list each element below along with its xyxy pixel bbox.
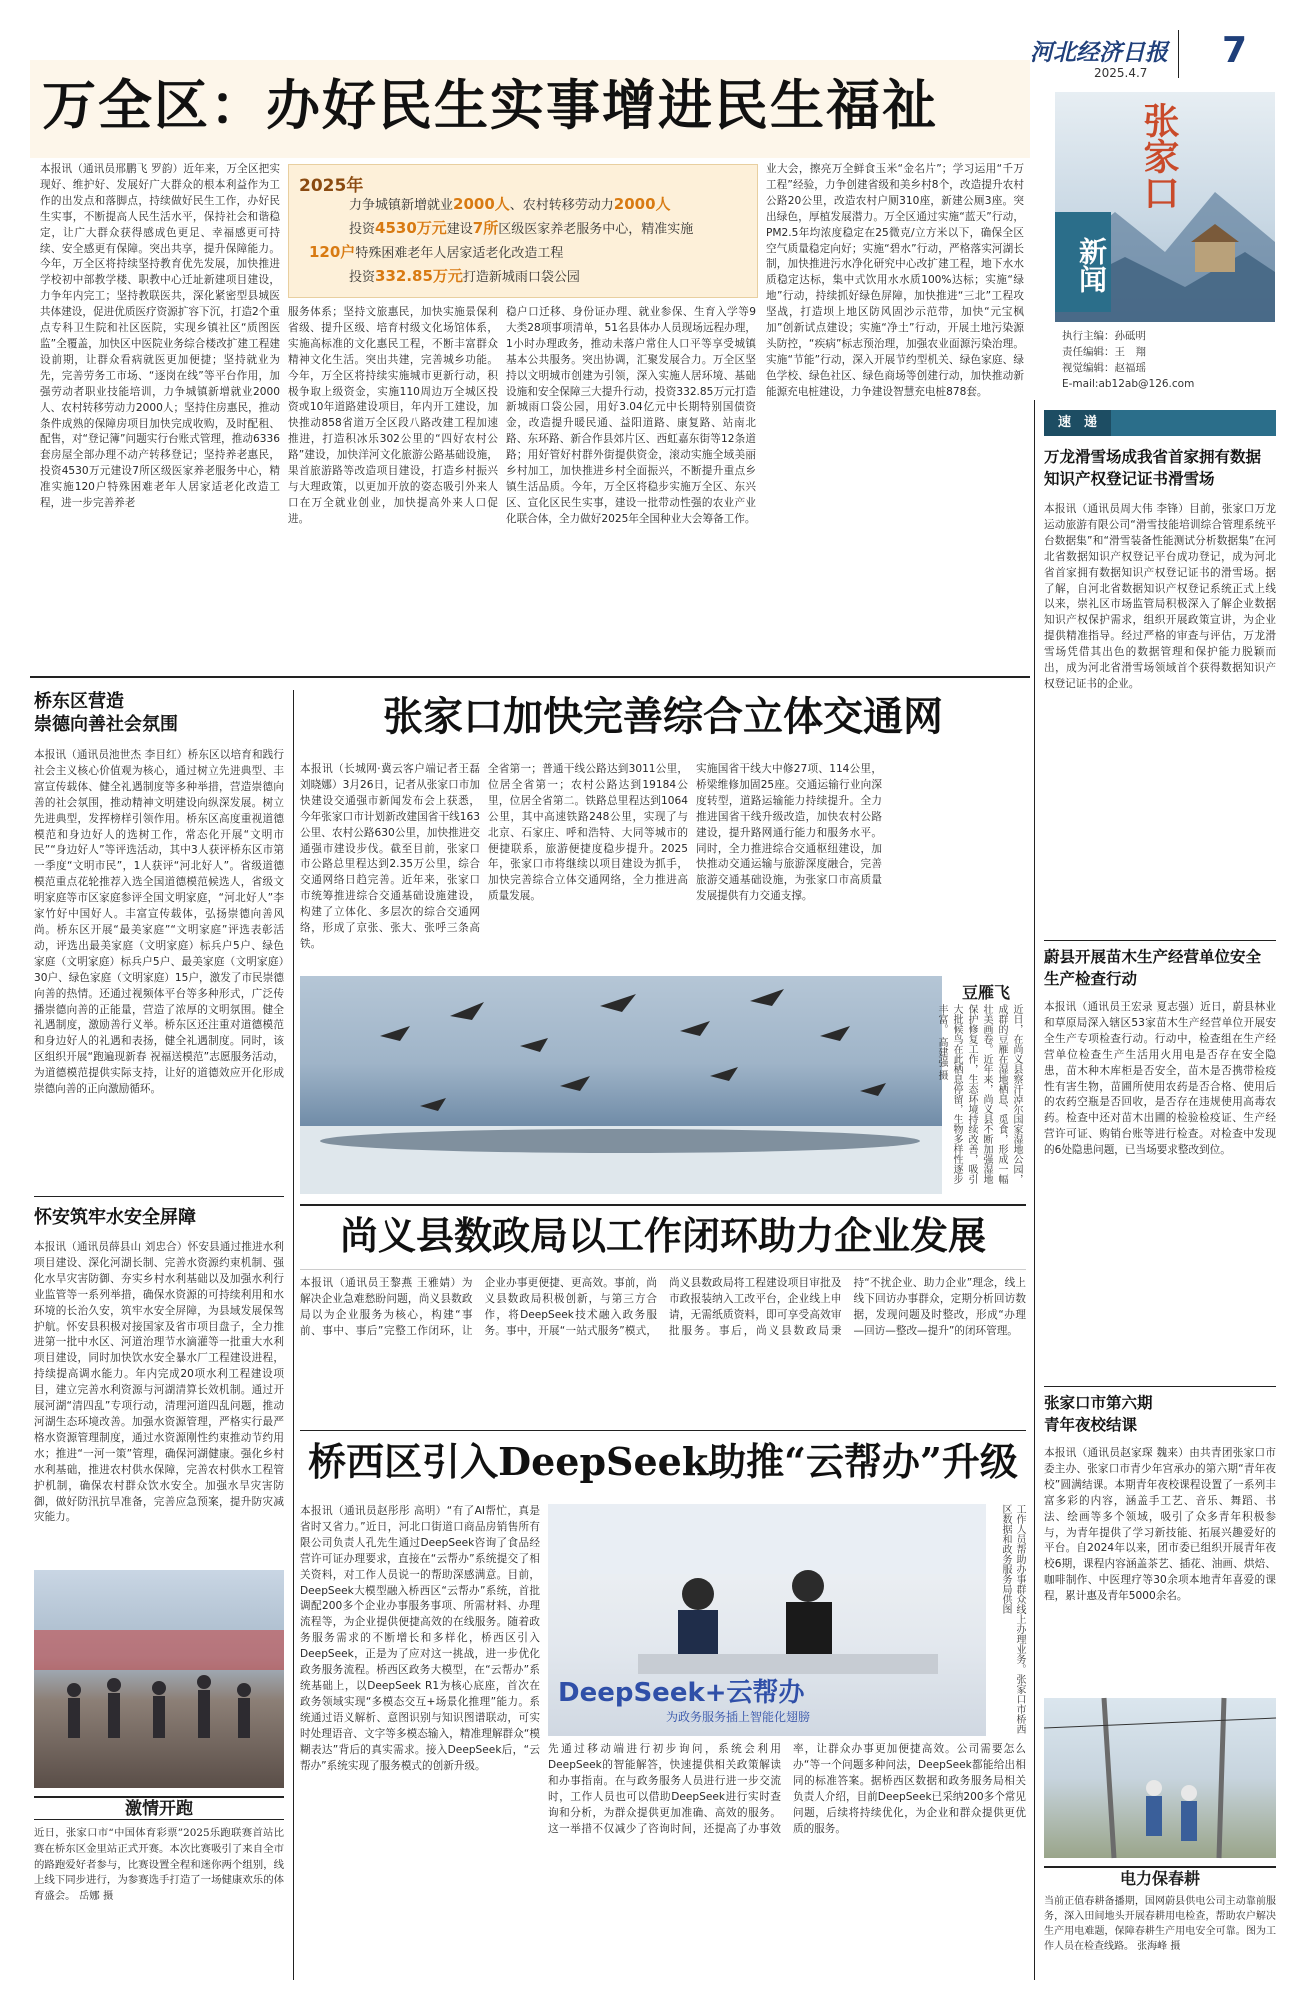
paper-name: 河北经济日报 bbox=[1030, 39, 1168, 66]
runners-graphic bbox=[34, 1570, 284, 1788]
brief-headline: 张家口市第六期 青年夜校结课 bbox=[1044, 1394, 1153, 1434]
geese-photo bbox=[300, 976, 942, 1194]
brief-body: 本报讯（通讯员周大伟 李锋）目前，张家口万龙运动旅游有限公司“滑雪技能培训综合管理系统平台数据集”和“滑雪装备性能测试分析数据集”在河北省数据知识产权登记平台成功登记，成为河北省首家拥有数据知识产权登记证书的滑雪场。据了解，自河北省数据知识产权登记系统正式上线以来，崇礼区市场监管局积极深入了解企业数据知识产权保护需求，组织开展政策宣讲，为企业提供精准指导。经过严格的审查与评估，万龙滑雪场凭借其出色的数据管理和保护能力脱颖而出，成为河北省滑雪场领域首个获得数据知识产权登记证书的企业。 bbox=[1044, 503, 1276, 690]
stat-line: 投资332.85万元打造新城雨口袋公园 bbox=[349, 267, 580, 285]
transport-col3: 实施国省干线大中修27项、114公里，桥梁维修加固25座。交通运输行业向深度转型，道路运输能力持续提升。全力推进国省干线升级改造，加快农村公路建设，提升路网通行能力和服务水平。同时，全力推进综合交通枢纽建设，加快推动交通运输与旅游深度融合，完善旅游交通基础设施，为张家口市高质量发展提供有力交通支撑。 bbox=[696, 763, 882, 903]
express-label: 速 递 bbox=[1044, 410, 1111, 436]
photo-caption-title: 激情开跑 bbox=[34, 1796, 284, 1820]
editor-line: 视觉编辑：赵福瑶 bbox=[1062, 362, 1146, 374]
photo-feature-title: 豆雁飞 bbox=[961, 983, 1010, 1002]
lead-body-col1: 本报讯（通讯员邢鹏飞 罗韵）近年来，万全区把实现好、维护好、发展好广大群众的根本利益作为工作的出发点和落脚点，持续做好民生工作，办好民生实事，不断提高人民生活水平，保持社会和谐稳定，让广大群众获得感成色更足、幸福感更可持续、安全感更有保障。突出共享，提升保障能力。今年，万全区将持续坚持教育优先发展，加快推进学校初中部教学楼、职教中心迁址新建项目建设，力争年内完工；坚持教联医共，深化紧密型县城医共体建设，促进优质医疗资源扩容下沉，打造2个重点专科卫生院和社区医院，实现乡镇社区“质图医监”全覆盖，加快区中医院业务综合楼改扩建工程建设前期，让群众看病就医更加便捷；坚持就业为先，完善劳务工市场、“逐岗在线”等平台作用，加强劳动者职业技能培训，力争城镇新增就业2000人、农村转移劳动力2000人；坚持住房惠民，推动条件成熟的保障房项目加快完成收购，及时配租、配售，对“登记簿”问题实行台账式管理，推动6336套房屋全部办理不动产转移登记；坚持养老惠民，投资4530万元建设7所区级医家养老服务中心，精准实施120户特殊困难老年人居家适老化改造工程，进一步完善养老 bbox=[40, 163, 280, 510]
transport-headline: 张家口加快完善综合立体交通网 bbox=[383, 693, 943, 740]
story-headline: 桥东区营造 崇德向善社会氛围 bbox=[34, 691, 178, 735]
story-body: 本报讯（通讯员池世杰 李目红）桥东区以培育和践行社会主义核心价值观为核心，通过树立先进典型、丰富宣传载体、健全礼遇制度等多种举措，营造崇德向善的社会氛围，推动精神文明建设向纵深发展。树立先进典型，发挥榜样引领作用。桥东区高度重视道德模范和身边好人的选树工作，常态化开展“文明市民”“身边好人”等评选活动，其中3人获评桥东区市第一季度“文明市民”，1人获评“河北好人”。省级道德模范重点花轮推荐入选全国道德模范候选人，省级文明家庭等市区家庭参评全国文明家庭，“河北好人”李家竹好中国好人。丰富宣传载体，弘扬崇德向善风尚。桥东区开展“最美家庭”“文明家庭”评选表彰活动，评选出最美家庭（文明家庭）标兵户5户、绿色家庭（文明家庭）标兵户5户、最美家庭（文明家庭）30户、绿色家庭（文明家庭）15户，激发了市民崇德向善的热情。还通过视频体平台等多种形式，广泛传播崇德向善的正能量，营造了浓厚的文明氛围。健全礼遇制度，激励善行义举。桥东区还注重对道德模范和身边好人的礼遇和表扬，健全礼遇制度。同时，该区组织开展“跑遍现新春 祝福送模范”志愿服务活动，为道德模范提供实际支持，让好的道德效应开化形成崇德向善的正向激励循环。 bbox=[34, 749, 284, 1096]
shangyi-body: 本报讯（通讯员王黎燕 王雅婧）为解决企业急难愁盼问题，尚义县数政局以为企业服务为核心，构建“事前、事中、事后”完整工作闭环，让企业办事更便捷、更高效。事前，尚义县数政局积极创新，与第三方合作，将DeepSeek技术融入政务服务。事中，开展“一站式服务”模式，尚义县数政局将工程建设项目审批及市政报装纳入工改平台，企业线上申请，无需纸质资料，即可享受高效审批服务。事后，尚义县数政局秉持“不扰企业、助力企业”理念，线上线下回访办事群众，定期分析回访数据，发现问题及时整改，形成“办理—回访—整改—提升”的闭环管理。 bbox=[300, 1277, 1026, 1337]
page-number: 7 bbox=[1222, 30, 1248, 71]
photo-caption-text: 近日，张家口市“中国体育彩票”2025乐跑联赛首站比赛在桥东区金里站正式开赛。本次比赛吸引了来自全市的路跑爱好者参与，比赛设置全程和迷你两个组别，线上线下同步进行，为参赛选手打造了一场健康欢乐的体育盛会。 岳娜 摄 bbox=[34, 1827, 284, 1903]
transport-col1: 本报讯（长城网·冀云客户端记者王磊 刘晓娜）3月26日，记者从张家口市加快建设交通强市新闻发布会上获悉，今年张家口市计划新改建国省干线163公里、农村公路630公里，加快推进交通强市建设步伐。截至目前，张家口市公路总里程达到2.35万公里，综合交通网络日趋完善。近年来，张家口市统筹推进综合交通基础设施建设，构建了立体化、多层次的综合交通网络，形成了京张、张大、张呼三条高铁。 bbox=[300, 763, 480, 950]
editor-line: 责任编辑：王 翔 bbox=[1062, 346, 1146, 358]
section-divider bbox=[300, 1430, 1026, 1431]
section-subtitle: 新闻 bbox=[1055, 212, 1111, 312]
editor-credits bbox=[1062, 328, 1277, 400]
editor-email: E-mail:ab12ab@126.com bbox=[1062, 378, 1195, 390]
stat-line: 120户特殊困难老年人居家适老化改造工程 bbox=[309, 243, 564, 261]
section-divider bbox=[30, 676, 1030, 678]
running-photo bbox=[34, 1570, 284, 1788]
story-headline: 怀安筑牢水安全屏障 bbox=[34, 1207, 196, 1228]
column-divider bbox=[1044, 1386, 1276, 1387]
power-photo-title: 电力保春耕 bbox=[1044, 1866, 1276, 1890]
deepseek-photo-caption: 工作人员帮助办事群众线上办理业务。张家口市桥西区数据和政务服务局供图 bbox=[1000, 1504, 1025, 1734]
express-tag bbox=[1044, 410, 1276, 436]
column-divider bbox=[34, 1196, 284, 1197]
qiaoxi-headline: 桥西区引入DeepSeek助推“云帮办”升级 bbox=[308, 1439, 1018, 1484]
deepseek-photo bbox=[548, 1504, 986, 1736]
brief-headline: 万龙滑雪场成我省首家拥有数据知识产权登记证书滑雪场 bbox=[1044, 448, 1262, 488]
story-body: 本报讯（通讯员薛县山 刘忠合）怀安县通过推进水利项目建设、深化河湖长制、完善水资源约束机制、强化水旱灾害防御、夯实乡村水利基础以及加强水利行业监管等一系列举措，确保水资源的可持续利用和水环境的长治久安，筑牢水安全屏障，为县域发展保驾护航。怀安县积极对接国家及省市项目盘子，全力推进第一批中水区、河道治理节水滴灌等一批重大水利项目建设，同时加快饮水安全暴水厂工程建设进程，持续提高调水能力。年内完成20项水利工程建设项目，建立完善水利资源与河湖清算长效机制。通过开展河湖“清四乱”专项行动，清理河道四乱问题，推动河湖生态环境改善。加强水资源管理，严格实行最严格水资源管理制度，通过水资源刚性约束推动节约用水；推进“一河一策”管理，确保河湖健康。强化乡村水利基础，推进农村供水保障，完善农村供水工程管护机制，确保农村群众饮水安全。加强水旱灾害防御，做好防汛抗旱准备，完善应急预案，提升防灾减灾能力。 bbox=[34, 1241, 284, 1524]
lead-stats-box bbox=[288, 164, 758, 298]
editor-line: 执行主编：孙砥明 bbox=[1062, 330, 1146, 342]
brief-body: 本报讯（通讯员赵家琛 魏来）由共青团张家口市委主办、张家口市青少年宫承办的第六期“青年夜校”圆满结课。本期青年夜校课程设置了一系列丰富多彩的内容，涵盖手工艺、音乐、舞蹈、书法、绘画等多个领域，吸引了众多青年积极参与，为青年提供了学习新技能、拓展兴趣爱好的平台。自2024年以来，团市委已组织开展青年夜校6期，课程内容涵盖茶艺、插花、油画、烘焙、咖啡制作、中医理疗等30余项本地青年喜爱的课程，累计惠及青年5000余名。 bbox=[1044, 1447, 1276, 1603]
deepseek-label: DeepSeek+云帮办 bbox=[558, 1678, 805, 1708]
photo-feature-panel bbox=[936, 976, 1026, 1194]
section-banner bbox=[1055, 92, 1275, 322]
stat-line: 投资4530万元建设7所区级医家养老服务中心，精准实施 bbox=[349, 219, 694, 237]
qiaoxi-body-cont: 先通过移动端进行初步询问，系统会利用DeepSeek的智能解答，快速提供相关政策解读和办事指南。在与政务服务人员进行进一步交流时，工作人员也可以借助DeepSeek进行实时查询和分析，为群众提供更加准确、高效的服务。这一举措不仅减少了咨询时间，还提高了办事效率，让群众办事更加便捷高效。公司需要怎么办“等一个问题多种问法，DeepSeek都能给出相同的标准答案。据桥西区数据和政务服务局相关负责人介绍，目前DeepSeek已采纳200多个常见问题，后续将持续优化，为企业和群众提供更优质的服务。 bbox=[548, 1743, 1026, 1835]
transport-col4 bbox=[890, 762, 1026, 972]
brief-body: 本报讯（通讯员王宏录 夏志强）近日，蔚县林业和草原局深入辖区53家苗木生产经营单位开展安全生产专项检查行动。行动中，检查组在生产经营单位检查生产生活用火用电是否存在安全隐患，苗木种木库柜是否安全，苗木是否携带检疫性有害生物，苗圃所使用农药是否合格、使用后的农药空瓶是否回收，是否存在违规使用高毒农药。检查中还对苗木出圃的检验检疫证、生产经营许可证、购销台账等进行检查。对检查中发现的6处隐患问题，已当场要求整改到位。 bbox=[1044, 1001, 1276, 1157]
masthead bbox=[1030, 28, 1270, 88]
column-divider bbox=[1034, 400, 1035, 1980]
transport-col2: 全省第一；普通干线公路达到3011公里，位居全省第一；农村公路达到19184公里，位居全省第二。铁路总里程达到1064公里，其中高速铁路248公里，实现了与北京、石家庄、呼和浩特、大同等城市的便捷联系，旅游便捷度稳步提升。2025年，张家口市将继续以项目建设为抓手，加快完善综合立体交通网络，全力推进高质量发展。 bbox=[488, 763, 688, 903]
lead-body-col3: 稳户口迁移、身份证办理、就业参保、生育入学等9大类28项事项清单，51名县体办人员现场远程办理，1小时办理政务，推动未落户常住人口平等享受城镇基本公共服务。突出协调，汇聚发展合力。万全区坚持以文明城市创建为引领，深入实施人居环境、基础设施和安全保障三大提升行动，投资332.85万元打造新城雨口袋公园，用好3.04亿元中长期特别国债资金，改造提升暖民通、益阳道路、康复路、站南北路、东环路、新合作县郊片区、西虹嘉东街等12条道路；用好管好村群外街提供资金，滚动实施全域美丽乡村加工，加快推进乡村全面振兴，不断提升重点乡镇生活品质。今年，万全区将稳步实施万全区、东兴区、宣化区民生实事，建设一批带动性强的农业产业化联合体，全力做好2025年全国种业大会筹备工作。 bbox=[506, 306, 756, 525]
geese-graphic bbox=[300, 976, 942, 1194]
section-divider bbox=[300, 1204, 1026, 1206]
deepseek-sublabel: 为政务服务插上智能化翅膀 bbox=[665, 1710, 810, 1724]
stats-year: 2025年 bbox=[299, 176, 364, 196]
lead-body-col4: 业大会，擦亮万全鲜食玉米“金名片”；学习运用“千万工程”经验，力争创建省级和美乡村8个，改造提升农村公路20公里，改造农村户厕310座，新建公厕3座。突出绿色，厚植发展潜力。万全区通过实施“蓝天”行动，PM2.5年均浓度稳定在25微克/立方米以下，确保全区空气质量稳定向好；实施“碧水”行动，严格落实河湖长制，加快推进污水净化研究中心改扩建工程，地下水水质稳定达标，集中式饮用水水质100%达标；实施“绿地”行动，持续抓好绿色屏障，加快推进“三北”工程攻坚战，打造坝上地区防风固沙示范带，加快“元宝枫加”创新试点建设；实施“净土”行动，开展土地污染源头防控，“疾病”标志预治理，加强农业面源污染治理。实施“节能”行动，深入开展节约型机关、绿色家庭、绿色学校、绿色社区、绿色商场等创建行动，加快推动新能源充电桩建设，力争建设智慧充电桩878套。 bbox=[766, 163, 1024, 398]
lead-headline-box bbox=[30, 60, 1030, 158]
power-photo bbox=[1044, 1698, 1276, 1858]
section-title: 张家口 bbox=[1138, 102, 1180, 210]
qiaoxi-body: 本报讯（通讯员赵彤彤 高明）“有了AI帮忙，真是省时又省力。”近日，河北口街道口商品房销售所有限公司负责人孔先生通过DeepSeek咨询了食品经营许可证办理要求，直接在“云帮办”系统提交了相关资料，对工作人员说一的帮助深感满意。目前，DeepSeek大模型融入桥西区“云帮办”系统，首批调配200多个企业办事服务事项、所需材料、办理流程等，为企业提供便捷高效的在线服务。随着政务服务需求的不断增长和多样化，桥西区引入DeepSeek，正是为了应对这一挑战，进一步优化政务服务流程。桥西区政务大模型，在“云帮办”系统基础上，以DeepSeek R1为核心底座，首次在政务领域实现“多模态交互+场景化推理”能力。系统通过语义解析、意图识别与知识图谱联动，可实时处理语音、文字等多模态输入，精准理解群众“模糊表达”背后的真实需求。接入DeepSeek后，“云帮办”系统实现了服务模式的创新升级。 bbox=[300, 1505, 540, 1772]
stat-line: 力争城镇新增就业2000人、农村转移劳动力2000人 bbox=[349, 195, 671, 213]
column-divider bbox=[293, 690, 294, 1980]
shangyi-headline: 尚义县数政局以工作闭环助力企业发展 bbox=[300, 1214, 1026, 1270]
photo-feature-caption: 近日，在尚义县察汗淖尔国家湿地公园，成群的豆雁在湿地栖息、觅食，形成一幅壮美画卷。近年来，尚义县不断加强湿地保护修复工作，生态环境持续改善，吸引大批候鸟在此栖息停留，生物多样性逐步丰富。 高建强 摄 bbox=[936, 1004, 1022, 1184]
issue-date: 2025.4.7 bbox=[1094, 66, 1148, 80]
brief-headline: 蔚县开展苗木生产经营单位安全生产检查行动 bbox=[1044, 948, 1262, 988]
masthead-divider bbox=[1178, 30, 1179, 78]
lead-body-col2: 服务体系；坚持文旅惠民，加快实施景保利省级、提升区级、培育村级文化场馆体系，实施高标准的文化惠民工程，不断丰富群众精神文化生活。突出共建，完善城乡功能。今年，万全区将持续实施城市更新行动，积极争取上级资金，实施110周边万全城区投资或10年道路建设项目，年内开工建设，加快推动858省道万全区段八路改建工程加速推进，打造积冰乐302公里的“四好农村公路”建设，加快洋河文化旅游公路基础设施，果首旅游路等改造项目建设，打造乡村振兴与大理政策，以更加开放的姿态吸引外来人口在万全就业创业，加快提高外来人口促进。 bbox=[288, 306, 498, 525]
lead-headline: 万全区：办好民生实事增进民生福祉 bbox=[42, 73, 938, 137]
workers-graphic bbox=[1044, 1698, 1276, 1858]
power-photo-text: 当前正值春耕备播期，国网蔚县供电公司主动靠前服务，深入田间地头开展春耕用电检查，帮助农户解决生产用电难题，保障春耕生产用电安全可靠。图为工作人员在检查线路。 张海峰 摄 bbox=[1044, 1896, 1276, 1952]
column-divider bbox=[1044, 940, 1276, 941]
